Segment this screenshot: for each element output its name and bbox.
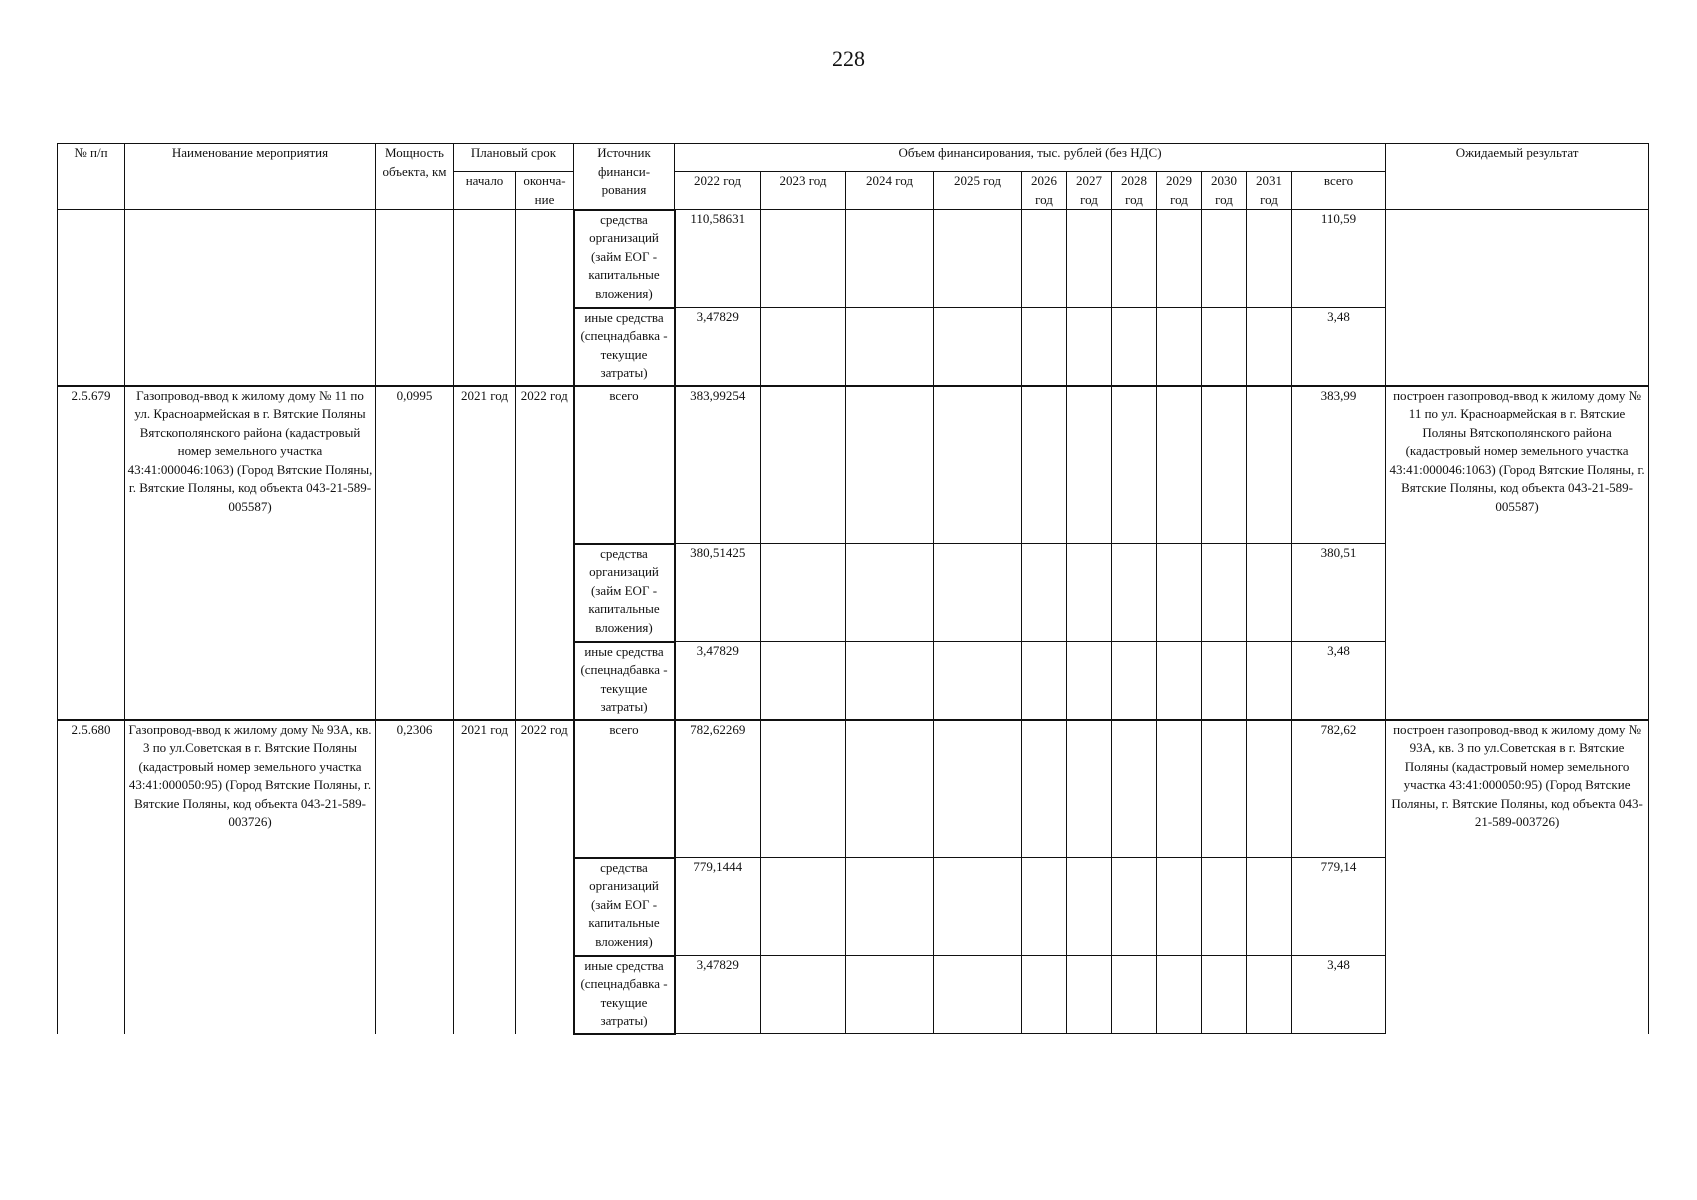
cell-name: Газопровод-ввод к жилому дому № 93А, кв. 3 по ул.Советская в г. Вятские Поляны (кадастровый номер земельного участка 43:41:000050:95) (Город Вятские Поляны, г. Вятские Поляны, код объекта 043-21-589-003726)	[125, 720, 376, 1034]
cell-empty	[1112, 210, 1157, 308]
header-year-2030: 2030 год	[1202, 172, 1247, 210]
cell-empty	[1157, 210, 1202, 308]
cell-empty	[1247, 720, 1292, 858]
cell-empty	[934, 210, 1022, 308]
cell-empty	[1202, 210, 1247, 308]
cell-total: 782,62	[1292, 720, 1386, 858]
cell-empty	[1202, 386, 1247, 544]
cell-empty	[1157, 858, 1202, 956]
cell-empty	[1067, 642, 1112, 720]
cell-empty	[934, 720, 1022, 858]
cell-total: 383,99	[1292, 386, 1386, 544]
cell-empty	[1112, 386, 1157, 544]
cell-empty	[1067, 386, 1112, 544]
cell-empty	[1022, 858, 1067, 956]
cell-no: 2.5.680	[58, 720, 125, 1034]
cell-empty	[846, 386, 934, 544]
table-row	[58, 386, 1649, 544]
cell-empty	[1112, 956, 1157, 1034]
cell-empty	[1157, 720, 1202, 858]
cell-source: всего	[574, 720, 675, 858]
cell-empty	[1022, 210, 1067, 308]
cell-empty	[761, 386, 846, 544]
cell-empty	[1202, 858, 1247, 956]
cell-total: 110,59	[1292, 210, 1386, 308]
cell-2022: 779,1444	[675, 858, 761, 956]
header-funding: Объем финансирования, тыс. рублей (без НДС)	[675, 144, 1386, 172]
cell-empty	[1202, 956, 1247, 1034]
header-year-2029: 2029 год	[1157, 172, 1202, 210]
cell-empty	[1067, 720, 1112, 858]
cell-empty	[761, 956, 846, 1034]
header-power: Мощность объекта, км	[376, 144, 454, 210]
cell-empty	[846, 544, 934, 642]
header-source: Источник финанси-рования	[574, 144, 675, 210]
cell-empty	[934, 308, 1022, 386]
header-result: Ожидаемый результат	[1386, 144, 1649, 210]
cell-empty	[1022, 642, 1067, 720]
page-number: 228	[832, 46, 865, 71]
cell-empty	[761, 308, 846, 386]
cell-empty	[1112, 720, 1157, 858]
cell-power: 0,2306	[376, 720, 454, 1034]
cell-empty	[761, 720, 846, 858]
cell-power	[376, 210, 454, 386]
header-term-start: начало	[454, 172, 516, 210]
cell-empty	[934, 544, 1022, 642]
cell-empty	[761, 858, 846, 956]
cell-empty	[1157, 642, 1202, 720]
header-name: Наименование мероприятия	[125, 144, 376, 210]
cell-empty	[1202, 720, 1247, 858]
cell-result: построен газопровод-ввод к жилому дому № 11 по ул. Красноармейская в г. Вятские Поляны Вятскополянского района (кадастровый номер земельного участка 43:41:000046:1063) (Город Вятские Поляны, г. Вятские Поляны, код объекта 043-21-589-005587)	[1386, 386, 1649, 720]
cell-empty	[934, 642, 1022, 720]
cell-empty	[761, 544, 846, 642]
cell-empty	[1112, 308, 1157, 386]
cell-end	[516, 210, 574, 386]
cell-empty	[1157, 544, 1202, 642]
header-year-2023: 2023 год	[761, 172, 846, 210]
header-year-2031: 2031 год	[1247, 172, 1292, 210]
cell-2022: 380,51425	[675, 544, 761, 642]
cell-empty	[761, 210, 846, 308]
cell-empty	[1157, 308, 1202, 386]
cell-no: 2.5.679	[58, 386, 125, 720]
cell-empty	[1247, 308, 1292, 386]
table-row	[58, 210, 1649, 308]
cell-total: 3,48	[1292, 642, 1386, 720]
cell-source: средства организаций (займ ЕОГ - капитальные вложения)	[574, 210, 675, 308]
cell-name: Газопровод-ввод к жилому дому № 11 по ул. Красноармейская в г. Вятские Поляны Вятскополянского района (кадастровый номер земельного участка 43:41:000046:1063) (Город Вятские Поляны, г. Вятские Поляны, код объекта 043-21-589-005587)	[125, 386, 376, 720]
cell-empty	[1022, 386, 1067, 544]
cell-empty	[846, 858, 934, 956]
cell-power: 0,0995	[376, 386, 454, 720]
cell-empty	[846, 720, 934, 858]
cell-empty	[1022, 956, 1067, 1034]
cell-2022: 3,47829	[675, 956, 761, 1034]
cell-empty	[846, 642, 934, 720]
header-year-2027: 2027 год	[1067, 172, 1112, 210]
cell-empty	[934, 956, 1022, 1034]
cell-empty	[1067, 956, 1112, 1034]
cell-empty	[1247, 210, 1292, 308]
cell-empty	[846, 210, 934, 308]
cell-no	[58, 210, 125, 386]
header-no: № п/п	[58, 144, 125, 210]
cell-empty	[1112, 642, 1157, 720]
cell-empty	[934, 386, 1022, 544]
cell-empty	[1247, 858, 1292, 956]
cell-source: всего	[574, 386, 675, 544]
cell-empty	[1112, 544, 1157, 642]
header-row-1	[58, 144, 1649, 172]
cell-empty	[1067, 544, 1112, 642]
cell-2022: 3,47829	[675, 642, 761, 720]
header-year-2026: 2026 год	[1022, 172, 1067, 210]
cell-empty	[1067, 858, 1112, 956]
cell-source: средства организаций (займ ЕОГ - капитальные вложения)	[574, 858, 675, 956]
cell-total: 380,51	[1292, 544, 1386, 642]
cell-total: 3,48	[1292, 956, 1386, 1034]
cell-source: иные средства (спецнадбавка - текущие затраты)	[574, 308, 675, 386]
cell-source: иные средства (спецнадбавка - текущие затраты)	[574, 956, 675, 1034]
cell-empty	[1157, 386, 1202, 544]
header-year-2025: 2025 год	[934, 172, 1022, 210]
cell-empty	[1067, 210, 1112, 308]
cell-start: 2021 год	[454, 386, 516, 720]
cell-empty	[1022, 308, 1067, 386]
cell-empty	[1247, 386, 1292, 544]
cell-end: 2022 год	[516, 386, 574, 720]
cell-empty	[1247, 956, 1292, 1034]
cell-result: построен газопровод-ввод к жилому дому № 93А, кв. 3 по ул.Советская в г. Вятские Поляны (кадастровый номер земельного участка 43:41:000050:95) (Город Вятские Поляны, г. Вятские Поляны, код объекта 043-21-589-003726)	[1386, 720, 1649, 1034]
cell-empty	[1112, 858, 1157, 956]
cell-empty	[846, 308, 934, 386]
cell-empty	[761, 642, 846, 720]
cell-result	[1386, 210, 1649, 386]
header-total: всего	[1292, 172, 1386, 210]
cell-2022: 782,62269	[675, 720, 761, 858]
cell-source: средства организаций (займ ЕОГ - капитальные вложения)	[574, 544, 675, 642]
cell-start: 2021 год	[454, 720, 516, 1034]
cell-source: иные средства (спецнадбавка - текущие затраты)	[574, 642, 675, 720]
cell-2022: 383,99254	[675, 386, 761, 544]
table-row	[58, 720, 1649, 858]
financing-table	[57, 143, 1649, 1035]
header-year-2028: 2028 год	[1112, 172, 1157, 210]
cell-empty	[1202, 642, 1247, 720]
cell-name	[125, 210, 376, 386]
cell-empty	[1157, 956, 1202, 1034]
header-year-2022: 2022 год	[675, 172, 761, 210]
cell-end: 2022 год	[516, 720, 574, 1034]
cell-empty	[1022, 544, 1067, 642]
cell-start	[454, 210, 516, 386]
cell-2022: 110,58631	[675, 210, 761, 308]
cell-empty	[1067, 308, 1112, 386]
cell-empty	[846, 956, 934, 1034]
cell-empty	[934, 858, 1022, 956]
cell-empty	[1202, 308, 1247, 386]
cell-empty	[1247, 544, 1292, 642]
cell-empty	[1022, 720, 1067, 858]
cell-2022: 3,47829	[675, 308, 761, 386]
cell-total: 3,48	[1292, 308, 1386, 386]
header-term-end: оконча-ние	[516, 172, 574, 210]
header-term: Плановый срок	[454, 144, 574, 172]
cell-empty	[1202, 544, 1247, 642]
cell-empty	[1247, 642, 1292, 720]
cell-total: 779,14	[1292, 858, 1386, 956]
header-year-2024: 2024 год	[846, 172, 934, 210]
